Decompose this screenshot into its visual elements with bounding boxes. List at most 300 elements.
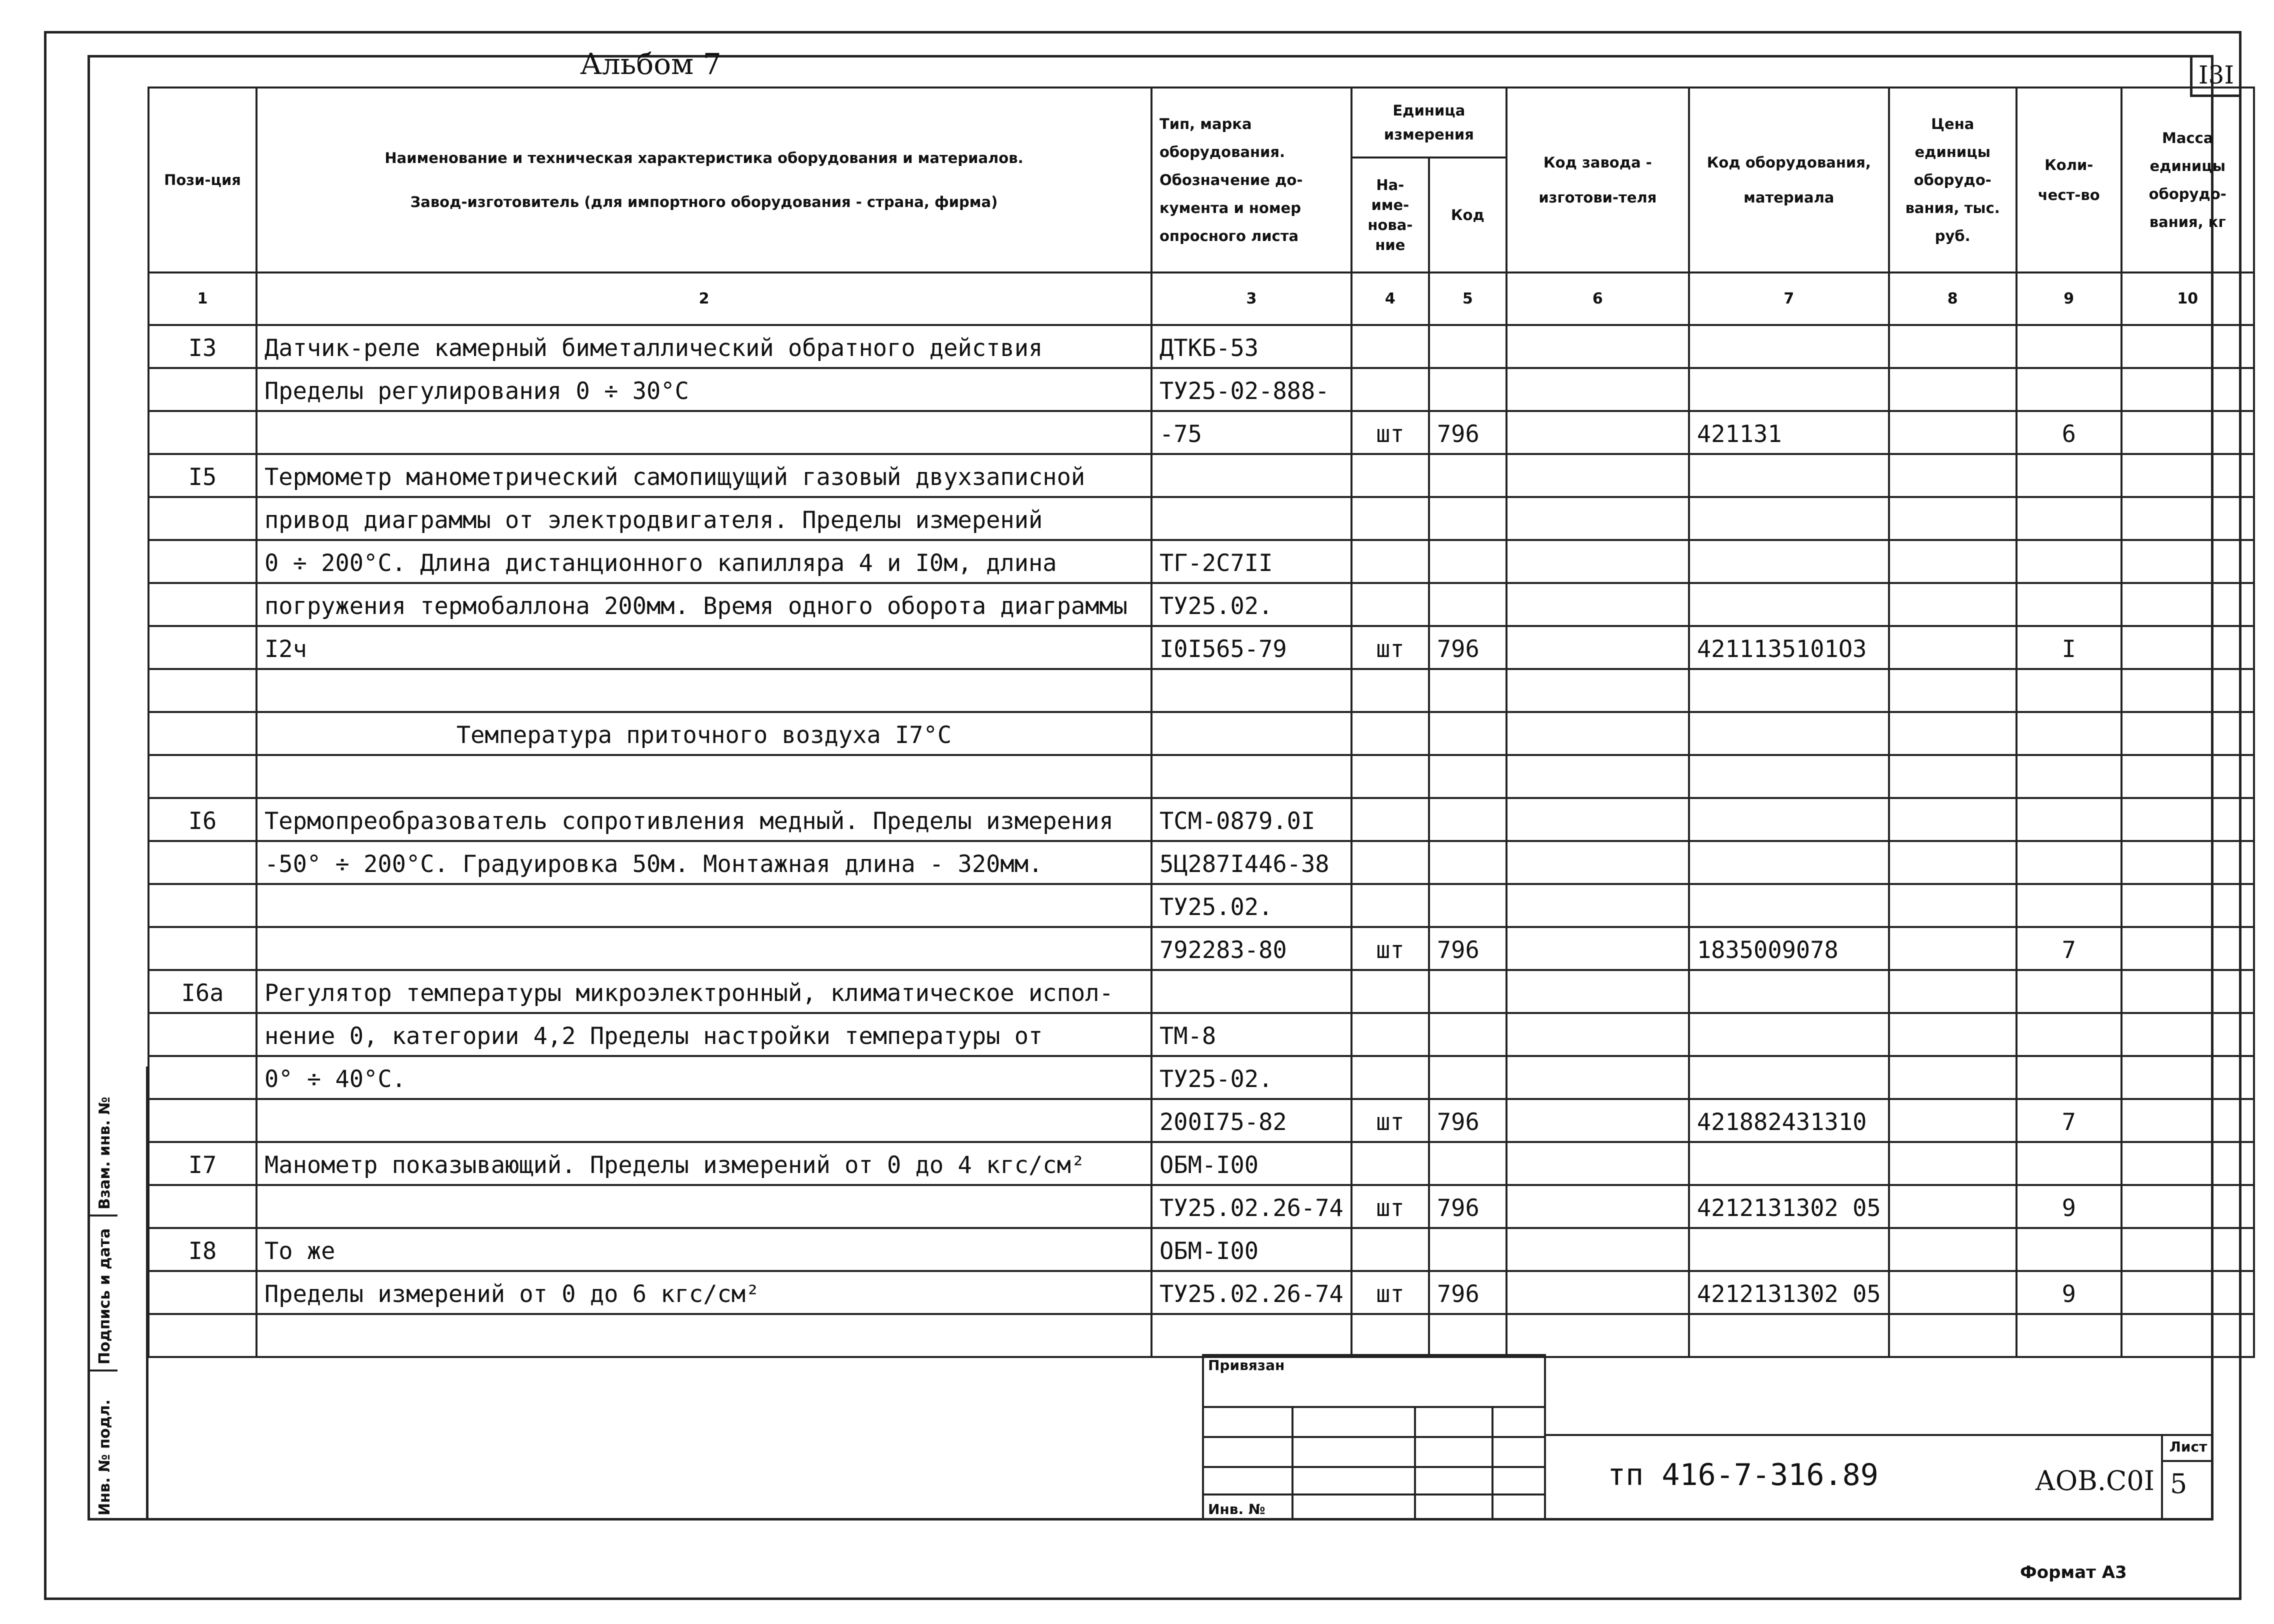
table-row bbox=[148, 1099, 2254, 1142]
cell-position bbox=[148, 626, 256, 669]
table-row bbox=[148, 1185, 2254, 1228]
cell-unit-code bbox=[1429, 540, 1506, 583]
cell-factory-code bbox=[1506, 1228, 1689, 1271]
cell-factory-code bbox=[1506, 1142, 1689, 1185]
cell-name bbox=[256, 1185, 1152, 1228]
cell-quantity: 9 bbox=[2016, 1271, 2122, 1314]
cell-position bbox=[148, 583, 256, 626]
cell-price bbox=[1889, 970, 2016, 1013]
cell-mass bbox=[2122, 540, 2254, 583]
header-mass: Масса единицы оборудо-вания, кг bbox=[2122, 88, 2254, 272]
cell-factory-code bbox=[1506, 626, 1689, 669]
table-row bbox=[148, 712, 2254, 755]
cell-unit-name bbox=[1352, 325, 1429, 368]
table-row bbox=[148, 1228, 2254, 1271]
cell-factory-code bbox=[1506, 411, 1689, 454]
cell-unit-name bbox=[1352, 1228, 1429, 1271]
cell-price bbox=[1889, 325, 2016, 368]
cell-factory-code bbox=[1506, 1099, 1689, 1142]
cell-price bbox=[1889, 368, 2016, 411]
cell-quantity: I bbox=[2016, 626, 2122, 669]
document-mark: АОВ.С0I bbox=[2035, 1465, 2155, 1496]
cell-name bbox=[256, 411, 1152, 454]
cell-price bbox=[1889, 927, 2016, 970]
cell-name bbox=[256, 755, 1152, 798]
cell-unit-code: 796 bbox=[1429, 626, 1506, 669]
cell-unit-code bbox=[1429, 1056, 1506, 1099]
cell-equipment-code bbox=[1689, 368, 1889, 411]
cell-type: ТУ25-02-888- bbox=[1152, 368, 1352, 411]
cell-price bbox=[1889, 540, 2016, 583]
document-code: тп 416-7-316.89 bbox=[1608, 1458, 1878, 1492]
cell-mass bbox=[2122, 368, 2254, 411]
cell-mass bbox=[2122, 1056, 2254, 1099]
cell-unit-name bbox=[1352, 712, 1429, 755]
col-number: 5 bbox=[1429, 272, 1506, 325]
cell-position bbox=[148, 1056, 256, 1099]
album-label: Альбом 7 bbox=[580, 47, 722, 81]
table-row bbox=[148, 1013, 2254, 1056]
stamp-privyazan: Привязан bbox=[1208, 1357, 1285, 1374]
cell-type: ДТКБ-53 bbox=[1152, 325, 1352, 368]
cell-name bbox=[256, 884, 1152, 927]
cell-name: Термопреобразователь сопротивления медный. Пределы измерения bbox=[256, 798, 1152, 841]
cell-unit-code bbox=[1429, 712, 1506, 755]
cell-unit-name: шт bbox=[1352, 626, 1429, 669]
side-label-inv: Инв. № подл. bbox=[96, 1399, 114, 1516]
cell-quantity bbox=[2016, 669, 2122, 712]
col-number: 1 bbox=[148, 272, 256, 325]
cell-unit-code: 796 bbox=[1429, 1271, 1506, 1314]
cell-factory-code bbox=[1506, 497, 1689, 540]
cell-unit-name bbox=[1352, 1056, 1429, 1099]
header-price: Цена единицы оборудо-вания, тыс. руб. bbox=[1889, 88, 2016, 272]
side-cell-podpis bbox=[88, 1216, 118, 1372]
cell-price bbox=[1889, 497, 2016, 540]
table-row bbox=[148, 970, 2254, 1013]
cell-factory-code bbox=[1506, 1271, 1689, 1314]
cell-unit-name bbox=[1352, 1314, 1429, 1357]
table-body bbox=[148, 325, 2254, 1357]
cell-factory-code bbox=[1506, 669, 1689, 712]
cell-unit-code: 796 bbox=[1429, 927, 1506, 970]
cell-unit-code bbox=[1429, 1228, 1506, 1271]
cell-quantity: 9 bbox=[2016, 1185, 2122, 1228]
cell-factory-code bbox=[1506, 1314, 1689, 1357]
cell-mass bbox=[2122, 841, 2254, 884]
col-number: 7 bbox=[1689, 272, 1889, 325]
cell-quantity bbox=[2016, 1142, 2122, 1185]
cell-mass bbox=[2122, 1099, 2254, 1142]
table-row bbox=[148, 1142, 2254, 1185]
cell-equipment-code bbox=[1689, 583, 1889, 626]
header-name-line2: Завод-изготовитель (для импортного оборудования - страна, фирма) bbox=[410, 194, 998, 210]
cell-quantity: 6 bbox=[2016, 411, 2122, 454]
cell-equipment-code bbox=[1689, 798, 1889, 841]
cell-type: 5Ц287I446-38 bbox=[1152, 841, 1352, 884]
cell-price bbox=[1889, 712, 2016, 755]
side-labels bbox=[88, 1066, 148, 1520]
cell-position bbox=[148, 755, 256, 798]
col-number: 3 bbox=[1152, 272, 1352, 325]
cell-price bbox=[1889, 1271, 2016, 1314]
header-unit: Единица измерения bbox=[1352, 88, 1506, 158]
cell-quantity bbox=[2016, 1056, 2122, 1099]
cell-unit-code bbox=[1429, 970, 1506, 1013]
cell-name bbox=[256, 669, 1152, 712]
cell-mass bbox=[2122, 411, 2254, 454]
cell-unit-name: шт bbox=[1352, 927, 1429, 970]
cell-equipment-code: 421131 bbox=[1689, 411, 1889, 454]
cell-unit-code bbox=[1429, 884, 1506, 927]
cell-type: ОБМ-I00 bbox=[1152, 1228, 1352, 1271]
cell-equipment-code bbox=[1689, 669, 1889, 712]
side-label-vzam: Взам. инв. № bbox=[96, 1096, 114, 1210]
cell-type: ТУ25-02. bbox=[1152, 1056, 1352, 1099]
cell-unit-code bbox=[1429, 841, 1506, 884]
cell-unit-name bbox=[1352, 1013, 1429, 1056]
cell-name: погружения термобаллона 200мм. Время одного оборота диаграммы bbox=[256, 583, 1152, 626]
cell-type: ТГ-2С7II bbox=[1152, 540, 1352, 583]
cell-price bbox=[1889, 1099, 2016, 1142]
col-number: 10 bbox=[2122, 272, 2254, 325]
sheet-box bbox=[2161, 1434, 2214, 1520]
cell-factory-code bbox=[1506, 583, 1689, 626]
cell-mass bbox=[2122, 1013, 2254, 1056]
cell-equipment-code: 421882431310 bbox=[1689, 1099, 1889, 1142]
cell-unit-code bbox=[1429, 1142, 1506, 1185]
cell-equipment-code: 4212131302 05 bbox=[1689, 1271, 1889, 1314]
cell-unit-code bbox=[1429, 497, 1506, 540]
cell-unit-name bbox=[1352, 368, 1429, 411]
cell-unit-code bbox=[1429, 368, 1506, 411]
cell-position bbox=[148, 1271, 256, 1314]
cell-unit-code bbox=[1429, 583, 1506, 626]
side-cell-vzam bbox=[88, 1066, 118, 1216]
cell-unit-name: шт bbox=[1352, 1271, 1429, 1314]
cell-equipment-code bbox=[1689, 712, 1889, 755]
binding-stamp bbox=[1202, 1354, 1546, 1520]
cell-type: -75 bbox=[1152, 411, 1352, 454]
table-row bbox=[148, 669, 2254, 712]
cell-mass bbox=[2122, 712, 2254, 755]
cell-unit-name bbox=[1352, 669, 1429, 712]
cell-name: То же bbox=[256, 1228, 1152, 1271]
cell-type: 200I75-82 bbox=[1152, 1099, 1352, 1142]
cell-type: ОБМ-I00 bbox=[1152, 1142, 1352, 1185]
cell-factory-code bbox=[1506, 540, 1689, 583]
cell-factory-code bbox=[1506, 1056, 1689, 1099]
cell-position bbox=[148, 1013, 256, 1056]
cell-factory-code bbox=[1506, 841, 1689, 884]
col-number: 6 bbox=[1506, 272, 1689, 325]
cell-equipment-code bbox=[1689, 1314, 1889, 1357]
cell-type bbox=[1152, 712, 1352, 755]
cell-price bbox=[1889, 841, 2016, 884]
cell-factory-code bbox=[1506, 712, 1689, 755]
cell-position bbox=[148, 884, 256, 927]
cell-equipment-code bbox=[1689, 884, 1889, 927]
cell-name: -50° ÷ 200°С. Градуировка 50м. Монтажная длина - 320мм. bbox=[256, 841, 1152, 884]
cell-mass bbox=[2122, 1185, 2254, 1228]
table-row bbox=[148, 927, 2254, 970]
cell-mass bbox=[2122, 454, 2254, 497]
cell-factory-code bbox=[1506, 970, 1689, 1013]
cell-factory-code bbox=[1506, 1013, 1689, 1056]
cell-price bbox=[1889, 798, 2016, 841]
cell-name bbox=[256, 1099, 1152, 1142]
cell-price bbox=[1889, 1013, 2016, 1056]
cell-type: ТУ25.02. bbox=[1152, 583, 1352, 626]
format-label: Формат А3 bbox=[2020, 1562, 2127, 1582]
cell-equipment-code bbox=[1689, 970, 1889, 1013]
specification-table bbox=[148, 86, 2255, 1358]
cell-name: Манометр показывающий. Пределы измерений от 0 до 4 кгс/см² bbox=[256, 1142, 1152, 1185]
cell-mass bbox=[2122, 970, 2254, 1013]
header-equipment-code: Код оборудования, материала bbox=[1689, 88, 1889, 272]
cell-quantity bbox=[2016, 841, 2122, 884]
cell-type: ТУ25.02.26-74 bbox=[1152, 1271, 1352, 1314]
cell-equipment-code bbox=[1689, 1056, 1889, 1099]
cell-unit-code bbox=[1429, 1013, 1506, 1056]
table-row bbox=[148, 583, 2254, 626]
cell-quantity bbox=[2016, 497, 2122, 540]
cell-position bbox=[148, 368, 256, 411]
cell-name: Пределы измерений от 0 до 6 кгс/см² bbox=[256, 1271, 1152, 1314]
cell-name: привод диаграммы от электродвигателя. Пределы измерений bbox=[256, 497, 1152, 540]
cell-price bbox=[1889, 626, 2016, 669]
cell-position: I3 bbox=[148, 325, 256, 368]
cell-factory-code bbox=[1506, 927, 1689, 970]
cell-equipment-code bbox=[1689, 1013, 1889, 1056]
cell-name: 0° ÷ 40°С. bbox=[256, 1056, 1152, 1099]
cell-type: I0I565-79 bbox=[1152, 626, 1352, 669]
cell-unit-name bbox=[1352, 841, 1429, 884]
cell-name: I2ч bbox=[256, 626, 1152, 669]
cell-quantity bbox=[2016, 368, 2122, 411]
cell-quantity: 7 bbox=[2016, 1099, 2122, 1142]
cell-unit-name: шт bbox=[1352, 1099, 1429, 1142]
sheet-number: I3I bbox=[2190, 55, 2240, 97]
cell-unit-code bbox=[1429, 798, 1506, 841]
cell-unit-code bbox=[1429, 669, 1506, 712]
cell-quantity bbox=[2016, 325, 2122, 368]
header-factory-code: Код завода - изготови-теля bbox=[1506, 88, 1689, 272]
cell-mass bbox=[2122, 325, 2254, 368]
cell-equipment-code bbox=[1689, 1228, 1889, 1271]
cell-price bbox=[1889, 1228, 2016, 1271]
cell-unit-name bbox=[1352, 884, 1429, 927]
cell-quantity bbox=[2016, 1013, 2122, 1056]
cell-name: Термометр манометрический самопищущий газовый двухзаписной bbox=[256, 454, 1152, 497]
col-number: 2 bbox=[256, 272, 1152, 325]
cell-factory-code bbox=[1506, 798, 1689, 841]
cell-unit-name bbox=[1352, 454, 1429, 497]
cell-position: I6а bbox=[148, 970, 256, 1013]
cell-factory-code bbox=[1506, 454, 1689, 497]
header-position: Пози-ция bbox=[148, 88, 256, 272]
table-row bbox=[148, 884, 2254, 927]
cell-price bbox=[1889, 1314, 2016, 1357]
cell-type bbox=[1152, 1314, 1352, 1357]
cell-unit-code: 796 bbox=[1429, 1099, 1506, 1142]
cell-price bbox=[1889, 669, 2016, 712]
cell-price bbox=[1889, 1056, 2016, 1099]
sheet-value: 5 bbox=[2170, 1468, 2188, 1500]
cell-quantity bbox=[2016, 454, 2122, 497]
cell-position bbox=[148, 1099, 256, 1142]
col-number: 8 bbox=[1889, 272, 2016, 325]
col-number: 9 bbox=[2016, 272, 2122, 325]
cell-name: 0 ÷ 200°С. Длина дистанционного капилляра 4 и I0м, длина bbox=[256, 540, 1152, 583]
cell-name: Пределы регулирования 0 ÷ 30°С bbox=[256, 368, 1152, 411]
cell-type bbox=[1152, 454, 1352, 497]
cell-price bbox=[1889, 755, 2016, 798]
cell-mass bbox=[2122, 798, 2254, 841]
table-row bbox=[148, 497, 2254, 540]
sheet-label: Лист bbox=[2163, 1434, 2214, 1462]
table-row bbox=[148, 755, 2254, 798]
side-label-podpis: Подпись и дата bbox=[96, 1228, 114, 1364]
cell-quantity bbox=[2016, 970, 2122, 1013]
header-name-line1: Наименование и техническая характеристика оборудования и материалов. bbox=[384, 150, 1024, 166]
cell-type: 792283-80 bbox=[1152, 927, 1352, 970]
header-name bbox=[256, 88, 1152, 272]
cell-quantity: 7 bbox=[2016, 927, 2122, 970]
cell-type: ТУ25.02.26-74 bbox=[1152, 1185, 1352, 1228]
cell-position bbox=[148, 712, 256, 755]
table-row bbox=[148, 411, 2254, 454]
cell-mass bbox=[2122, 1271, 2254, 1314]
cell-quantity bbox=[2016, 583, 2122, 626]
cell-equipment-code: 4211135101О3 bbox=[1689, 626, 1889, 669]
cell-position: I5 bbox=[148, 454, 256, 497]
table-row bbox=[148, 325, 2254, 368]
cell-quantity bbox=[2016, 1314, 2122, 1357]
cell-mass bbox=[2122, 927, 2254, 970]
cell-quantity bbox=[2016, 540, 2122, 583]
header-type: Тип, марка оборудования. Обозначение до-кумента и номер опросного листа bbox=[1152, 88, 1352, 272]
header-unit-code: Код bbox=[1429, 158, 1506, 272]
cell-type bbox=[1152, 497, 1352, 540]
cell-equipment-code bbox=[1689, 325, 1889, 368]
cell-unit-name: шт bbox=[1352, 1185, 1429, 1228]
cell-factory-code bbox=[1506, 884, 1689, 927]
cell-position bbox=[148, 540, 256, 583]
cell-position bbox=[148, 669, 256, 712]
table-row bbox=[148, 798, 2254, 841]
cell-unit-code bbox=[1429, 325, 1506, 368]
cell-price bbox=[1889, 454, 2016, 497]
cell-mass bbox=[2122, 755, 2254, 798]
table-row bbox=[148, 454, 2254, 497]
cell-unit-code bbox=[1429, 454, 1506, 497]
cell-name: нение 0, категории 4,2 Пределы настройки температуры от bbox=[256, 1013, 1152, 1056]
cell-position bbox=[148, 841, 256, 884]
cell-unit-name bbox=[1352, 755, 1429, 798]
cell-unit-name bbox=[1352, 497, 1429, 540]
cell-position: I8 bbox=[148, 1228, 256, 1271]
cell-equipment-code bbox=[1689, 497, 1889, 540]
cell-type bbox=[1152, 755, 1352, 798]
cell-quantity bbox=[2016, 1228, 2122, 1271]
table-row bbox=[148, 368, 2254, 411]
cell-unit-code bbox=[1429, 1314, 1506, 1357]
cell-unit-name bbox=[1352, 1142, 1429, 1185]
cell-position bbox=[148, 411, 256, 454]
stamp-inv-no: Инв. № bbox=[1208, 1501, 1266, 1518]
cell-unit-code bbox=[1429, 755, 1506, 798]
cell-unit-name bbox=[1352, 798, 1429, 841]
cell-equipment-code bbox=[1689, 755, 1889, 798]
cell-name: Датчик-реле камерный биметаллический обратного действия bbox=[256, 325, 1152, 368]
cell-mass bbox=[2122, 669, 2254, 712]
cell-equipment-code bbox=[1689, 540, 1889, 583]
cell-factory-code bbox=[1506, 368, 1689, 411]
cell-mass bbox=[2122, 1142, 2254, 1185]
cell-type bbox=[1152, 970, 1352, 1013]
cell-mass bbox=[2122, 583, 2254, 626]
table-row bbox=[148, 1271, 2254, 1314]
cell-name: Температура приточного воздуха I7°С bbox=[256, 712, 1152, 755]
cell-equipment-code: 1835009078 bbox=[1689, 927, 1889, 970]
cell-mass bbox=[2122, 497, 2254, 540]
cell-name bbox=[256, 1314, 1152, 1357]
cell-quantity bbox=[2016, 798, 2122, 841]
cell-unit-name bbox=[1352, 970, 1429, 1013]
cell-factory-code bbox=[1506, 325, 1689, 368]
cell-price bbox=[1889, 1142, 2016, 1185]
cell-name: Регулятор температуры микроэлектронный, климатическое испол- bbox=[256, 970, 1152, 1013]
cell-factory-code bbox=[1506, 1185, 1689, 1228]
side-cell-inv bbox=[88, 1372, 118, 1520]
cell-type bbox=[1152, 669, 1352, 712]
cell-price bbox=[1889, 884, 2016, 927]
cell-equipment-code bbox=[1689, 841, 1889, 884]
cell-equipment-code: 4212131302 05 bbox=[1689, 1185, 1889, 1228]
cell-position bbox=[148, 1314, 256, 1357]
cell-type: ТУ25.02. bbox=[1152, 884, 1352, 927]
cell-type: ТСМ-0879.0I bbox=[1152, 798, 1352, 841]
header-unit-name: На-име-нова-ние bbox=[1352, 158, 1429, 272]
cell-position bbox=[148, 497, 256, 540]
header-quantity: Коли-чест-во bbox=[2016, 88, 2122, 272]
cell-unit-code: 796 bbox=[1429, 411, 1506, 454]
cell-unit-name bbox=[1352, 583, 1429, 626]
cell-position: I7 bbox=[148, 1142, 256, 1185]
cell-mass bbox=[2122, 1314, 2254, 1357]
cell-price bbox=[1889, 583, 2016, 626]
cell-mass bbox=[2122, 626, 2254, 669]
cell-position: I6 bbox=[148, 798, 256, 841]
cell-unit-name: шт bbox=[1352, 411, 1429, 454]
cell-type: ТМ-8 bbox=[1152, 1013, 1352, 1056]
cell-equipment-code bbox=[1689, 1142, 1889, 1185]
cell-equipment-code bbox=[1689, 454, 1889, 497]
table-row bbox=[148, 841, 2254, 884]
cell-mass bbox=[2122, 884, 2254, 927]
cell-position bbox=[148, 927, 256, 970]
cell-name bbox=[256, 927, 1152, 970]
cell-unit-name bbox=[1352, 540, 1429, 583]
cell-position bbox=[148, 1185, 256, 1228]
table-row bbox=[148, 540, 2254, 583]
table-row bbox=[148, 1314, 2254, 1357]
cell-quantity bbox=[2016, 884, 2122, 927]
col-number: 4 bbox=[1352, 272, 1429, 325]
cell-mass bbox=[2122, 1228, 2254, 1271]
cell-quantity bbox=[2016, 755, 2122, 798]
